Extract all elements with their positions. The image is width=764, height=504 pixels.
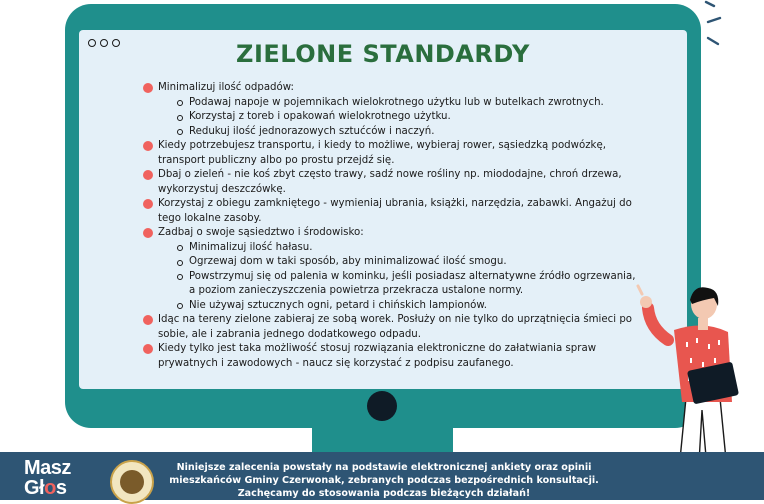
masz-glos-logo: [24, 458, 71, 498]
list-item-text: Kiedy tylko jest taka możliwość stosuj rozwiązania elektroniczne do załatwiania spraw prywatnych i zawodowych - naucz się korzystać z podpisu zaufanego.: [158, 343, 597, 369]
list-item: [143, 168, 643, 197]
footer-note-line: Zachęcamy do stosowania podczas bieżących działań!: [237, 488, 531, 499]
sub-list-item: Redukuj ilość jednorazowych sztućców i naczyń.: [177, 125, 643, 140]
list-item-text: Idąc na tereny zielone zabieraj ze sobą worek. Posłuży on nie tylko do uprzątnięcia śmieci po sobie, ale i zabrania jednego dodatkowego odpadu.: [158, 314, 633, 340]
page-title: ZIELONE STANDARDY: [236, 40, 530, 68]
list-item-text: Dbaj o zieleń - nie koś zbyt często trawy, sadź nowe rośliny np. miododajne, chroń drzewa, wykorzystuj deszczówkę.: [158, 169, 622, 195]
sub-list-item: Ogrzewaj dom w taki sposób, aby minimalizować ilość smogu.: [177, 255, 643, 270]
footer-note: [166, 461, 602, 500]
monitor-screen: [79, 30, 687, 389]
list-item: [143, 197, 643, 226]
logo-line: Masz: [24, 457, 71, 479]
sub-list-item: Minimalizuj ilość hałasu.: [177, 241, 643, 256]
sub-list-item: Podawaj napoje w pojemnikach wielokrotnego użytku lub w butelkach zwrotnych.: [177, 96, 643, 111]
sparkle-lines-icon: [700, 0, 764, 50]
list-item-text: Zadbaj o swoje sąsiedztwo i środowisko:: [158, 227, 364, 238]
sub-list-item: Korzystaj z toreb i opakowań wielokrotnego użytku.: [177, 110, 643, 125]
sub-list-item: Powstrzymuj się od palenia w kominku, jeśli posiadasz alternatywne źródło ogrzewania, a poziom zanieczyszczenia powietrza przekracza ustalone normy.: [177, 270, 643, 299]
list-item-text: Korzystaj z obiegu zamkniętego - wymieniaj ubrania, książki, narzędzia, zabawki. Angażuj do tego lokalne zasoby.: [158, 198, 632, 224]
recommendations-list: [143, 81, 643, 371]
list-item: [143, 313, 643, 342]
municipal-crest-icon: [110, 460, 154, 504]
monitor-stand: [312, 428, 453, 452]
list-item-text: Kiedy potrzebujesz transportu, i kiedy to możliwe, wybieraj rower, sąsiedzką podwózkę, transport publiczny albo po prostu przejdź się.: [158, 140, 606, 166]
footer-note-line: Niniejsze zalecenia powstały na podstawie elektronicznej ankiety oraz opinii: [176, 462, 592, 473]
sub-list-item: Nie używaj sztucznych ogni, petard i chińskich lampionów.: [177, 299, 643, 314]
footer-note-line: mieszkańców Gminy Czerwonak, zebranych podczas bezpośrednich konsultacji.: [169, 475, 599, 486]
monitor-power-button: [367, 391, 397, 421]
list-item: [143, 81, 643, 139]
list-item-text: Minimalizuj ilość odpadów:: [158, 82, 294, 93]
list-item: [143, 226, 643, 313]
list-item: [143, 139, 643, 168]
logo-line: Głos: [24, 477, 67, 499]
list-item: [143, 342, 643, 371]
